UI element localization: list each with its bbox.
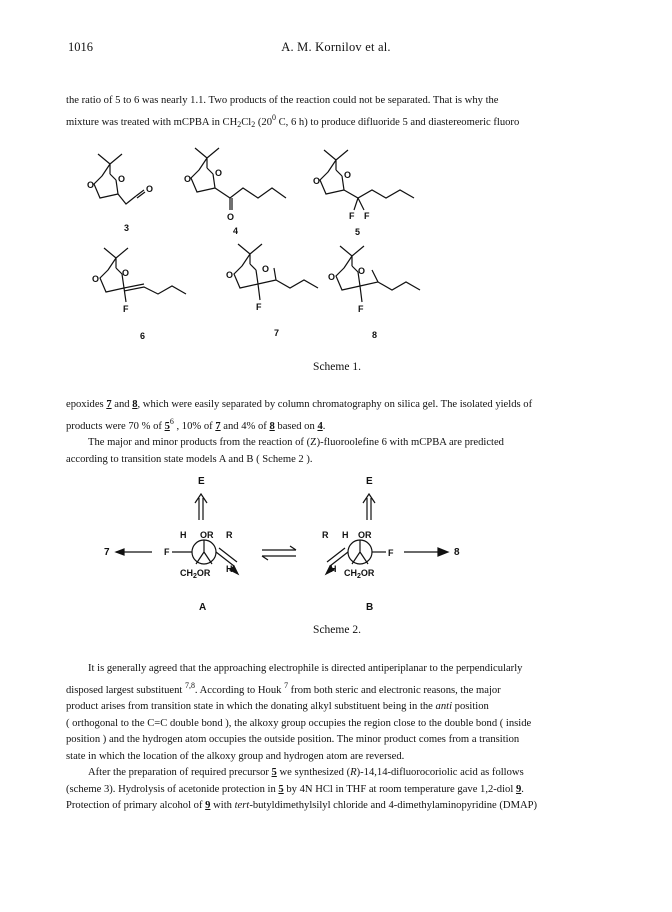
compound-6	[92, 248, 186, 341]
svg-text:R: R	[322, 530, 329, 540]
svg-text:F: F	[164, 547, 170, 557]
svg-text:O: O	[226, 270, 234, 280]
svg-text:O: O	[118, 174, 126, 184]
para2-line1: epoxides 7 and 8, which were easily separated by column chromatography on silica gel. The isolated yields of	[66, 399, 533, 410]
svg-text:OR: OR	[358, 530, 372, 540]
label-3: 3	[124, 223, 130, 233]
label-6: 6	[140, 331, 146, 341]
svg-text:F: F	[349, 211, 355, 221]
svg-text:O: O	[313, 176, 321, 186]
svg-text:CH2OR: $CH_2OR$	[344, 568, 375, 580]
svg-text:H: H	[330, 564, 337, 574]
compound-3	[87, 154, 153, 233]
para4-line5: position ) and the hydrogen atom occupies the outside position. The minor product comes from a transition	[66, 734, 520, 745]
paragraph-4	[66, 661, 608, 815]
para4-line6: state in which the location of the alkoxy group and hydrogen atom are reversed.	[66, 750, 405, 762]
svg-text:H: H	[180, 530, 187, 540]
label-4: 4	[233, 226, 239, 236]
svg-text:O: O	[227, 212, 235, 222]
svg-text:F: F	[364, 211, 370, 221]
svg-text:F: F	[388, 548, 394, 558]
svg-text:O: O	[87, 180, 95, 190]
scheme-2-caption: Scheme 2.	[313, 624, 361, 636]
compound-4	[184, 148, 286, 236]
para1-line1: the ratio of 5 to 6 was nearly 1.1. Two products of the reaction could not be separated. That is why the	[66, 95, 499, 106]
svg-text:F: F	[123, 304, 129, 314]
svg-text:O: O	[215, 168, 223, 178]
electrophile-label-B: E	[366, 476, 373, 487]
label-8: 8	[372, 330, 378, 340]
svg-text:F: F	[358, 304, 364, 314]
para1-line2: mixture was treated with mCPBA in $CH_2Cl_2$ ($20^0$ C, 6 h) to produce difluoride 5 and diastereomeric fluoro	[66, 112, 520, 129]
svg-text:H: H	[342, 530, 349, 540]
page-header	[68, 40, 604, 60]
scheme-1-caption-wrap	[66, 361, 608, 373]
label-5: 5	[355, 227, 361, 237]
paragraph-2	[66, 397, 608, 468]
model-B	[322, 530, 394, 613]
paragraph-1	[66, 93, 608, 133]
compound-7	[226, 244, 318, 338]
product-left-label: 7	[104, 547, 110, 558]
running-head: A. M. Kornilov et al.	[281, 40, 391, 54]
electrophile-label-A: E	[198, 476, 205, 487]
scheme-1-caption: Scheme 1.	[313, 361, 361, 373]
svg-text:O: O	[184, 174, 192, 184]
model-A-label: A	[199, 602, 207, 613]
svg-text:R: R	[226, 530, 233, 540]
svg-text:O: O	[146, 184, 154, 194]
para3-line1: The major and minor products from the reaction of (Z)-fluoroolefine 6 with mCPBA are predicted	[88, 437, 504, 448]
scheme-1-structures	[60, 140, 620, 355]
para2-line2: products were 70 % of $5^6$ , 10% of 7 and 4% of 8 based on 4.	[66, 416, 326, 432]
svg-text:H: H	[226, 564, 233, 574]
svg-text:O: O	[92, 274, 100, 284]
para4-line1: It is generally agreed that the approaching electrophile is directed antiperiplanar to the perpendicularly	[88, 663, 523, 674]
para4-line4: ( orthogonal to the C=C double bond ), the alkoxy group occupies the region close to the double bond ( inside	[66, 717, 532, 729]
para4-line3: product arises from transition state in which the donating alkyl substituent being in the anti position	[66, 701, 489, 712]
scheme-2-newman-models	[60, 470, 620, 650]
svg-text:F: F	[256, 302, 262, 312]
para4-line2: disposed largest substituent $^{7,8}$. According to Houk $^7$ from both steric and electronic reasons, the major	[66, 680, 501, 696]
svg-text:OR: OR	[200, 530, 214, 540]
model-B-label: B	[366, 602, 374, 613]
svg-text:CH2OR: $CH_2OR$	[180, 568, 211, 580]
para5-line3: Protection of primary alcohol of 9 with tert-butyldimethylsilyl chloride and 4-dimethylaminopyridine (DMAP)	[66, 800, 538, 811]
compound-5	[313, 150, 414, 237]
para5-line1: After the preparation of required precursor 5 we synthesized (R)-14,14-difluorocoriolic acid as follows	[88, 767, 524, 778]
label-7: 7	[274, 328, 280, 338]
product-right-label: 8	[454, 547, 460, 558]
svg-text:O: O	[344, 170, 352, 180]
svg-text:O: O	[262, 264, 270, 274]
para3-line2: according to transition state models A and B ( Scheme 2 ).	[66, 453, 313, 465]
page-number: 1016	[68, 40, 93, 54]
svg-text:O: O	[122, 268, 130, 278]
model-A	[164, 530, 238, 613]
para5-line2: (scheme 3). Hydrolysis of acetonide protection in 5 by 4N HCl in THF at room temperature gave 1,2-diol 9.	[66, 783, 524, 795]
compound-8	[328, 246, 420, 340]
svg-text:O: O	[328, 272, 336, 282]
svg-text:O: O	[358, 266, 366, 276]
scheme-2-caption-wrap	[66, 624, 608, 636]
